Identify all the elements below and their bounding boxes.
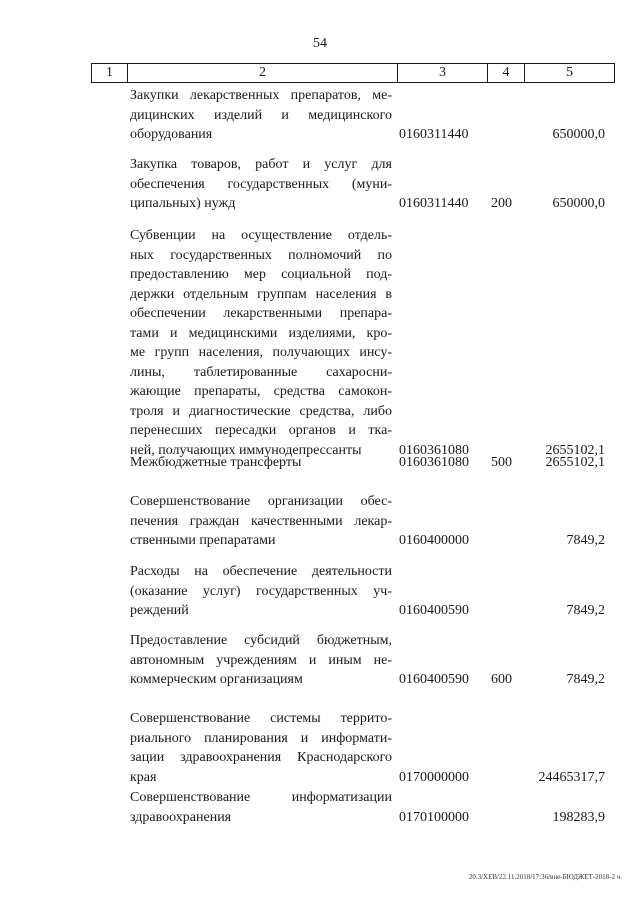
- description-line: ных государственных полномочий по: [130, 247, 392, 263]
- description-line: Закупки лекарственных препаратов, ме-: [130, 88, 392, 103]
- description-line: троля и диагностические средства, либо: [130, 403, 392, 419]
- description-line: обеспечении лекарственными препара-: [130, 306, 392, 321]
- column-header-4: 4: [488, 64, 525, 83]
- description-line: Закупка товаров, работ и услуг для: [130, 157, 392, 172]
- description-line: тами и медицинскими изделиями, кро-: [130, 325, 392, 341]
- row-expense-type: 500: [491, 455, 512, 470]
- description-line: автономным учреждениям и иным не-: [130, 652, 392, 668]
- row-code: 0170000000: [399, 769, 469, 785]
- footer-stamp: 20.3/ХЕВ/22.11.2018/17:36/вне-БЮДЖЕТ-2018-2 ч.: [468, 873, 622, 881]
- description-line: ме групп населения, получающих инсу-: [130, 345, 392, 360]
- column-header-2: 2: [128, 64, 398, 83]
- row-code: 0160361080: [399, 455, 469, 470]
- row-description: [130, 453, 392, 473]
- row-description: [130, 86, 392, 145]
- row-code: 0160400000: [399, 533, 469, 548]
- row-description: [130, 562, 392, 621]
- description-line: предоставлению мер социальной под-: [130, 267, 392, 282]
- column-header-3: 3: [398, 64, 488, 83]
- row-expense-type: 600: [491, 672, 512, 687]
- row-amount: 2655102,1: [545, 455, 605, 470]
- page-number: 54: [313, 36, 327, 51]
- description-line: Совершенствование организации обес-: [130, 494, 392, 509]
- row-code: 0160311440: [399, 196, 469, 211]
- description-line: Совершенствование информатизации: [130, 790, 392, 805]
- description-line: коммерческим организациям: [130, 672, 303, 687]
- description-line: обеспечения государственных (муни-: [130, 176, 392, 192]
- column-header-1: 1: [92, 64, 128, 83]
- description-line: Субвенции на осуществление отдель-: [130, 228, 392, 243]
- row-description: [130, 709, 392, 787]
- row-code: 0170100000: [399, 809, 469, 825]
- row-description: [130, 492, 392, 551]
- description-line: риального планирования и информати-: [130, 730, 392, 746]
- row-amount: 2655102,1: [545, 442, 605, 458]
- description-line: ственными препаратами: [130, 533, 276, 548]
- row-description: [130, 226, 392, 460]
- row-amount: 7849,2: [566, 603, 605, 618]
- description-line: держки отдельным группам населения в: [130, 286, 392, 302]
- column-header-5: 5: [525, 64, 615, 83]
- row-amount: 7849,2: [566, 533, 605, 548]
- column-header-table: [91, 63, 615, 83]
- description-line: жающие препараты, средства самокон-: [130, 384, 392, 399]
- description-line: дицинских изделий и медицинского: [130, 107, 392, 123]
- row-code: 0160400590: [399, 603, 469, 618]
- description-line: ципальных) нужд: [130, 196, 236, 211]
- description-line: реждений: [130, 603, 189, 618]
- description-line: зации здравоохранения Краснодарского: [130, 750, 392, 765]
- description-line: Межбюджетные трансферты: [130, 455, 302, 470]
- column-header-row: [92, 64, 615, 83]
- description-line: Предоставление субсидий бюджетным,: [130, 633, 392, 648]
- row-amount: 650000,0: [552, 127, 605, 142]
- description-line: лины, таблетированные сахаросни-: [130, 364, 392, 380]
- description-line: перенесших пересадки органов и тка-: [130, 423, 392, 438]
- row-code: 0160361080: [399, 442, 469, 458]
- row-amount: 7849,2: [566, 672, 605, 687]
- description-line: оборудования: [130, 127, 213, 142]
- row-description: [130, 631, 392, 690]
- row-description: [130, 788, 392, 827]
- description-line: здравоохранения: [130, 809, 232, 825]
- row-expense-type: 200: [491, 196, 512, 211]
- description-line: (оказание услуг) государственных уч-: [130, 583, 392, 599]
- description-line: печения граждан качественными лекар-: [130, 513, 392, 529]
- row-amount: 24465317,7: [538, 769, 605, 785]
- description-line: Совершенствование системы террито-: [130, 711, 392, 726]
- row-code: 0160311440: [399, 127, 469, 142]
- row-amount: 650000,0: [552, 196, 605, 211]
- description-line: Расходы на обеспечение деятельности: [130, 564, 392, 579]
- description-line: ней, получающих иммунодепрессанты: [130, 442, 362, 458]
- row-code: 0160400590: [399, 672, 469, 687]
- description-line: края: [130, 769, 157, 785]
- row-description: [130, 155, 392, 214]
- row-amount: 198283,9: [552, 809, 605, 825]
